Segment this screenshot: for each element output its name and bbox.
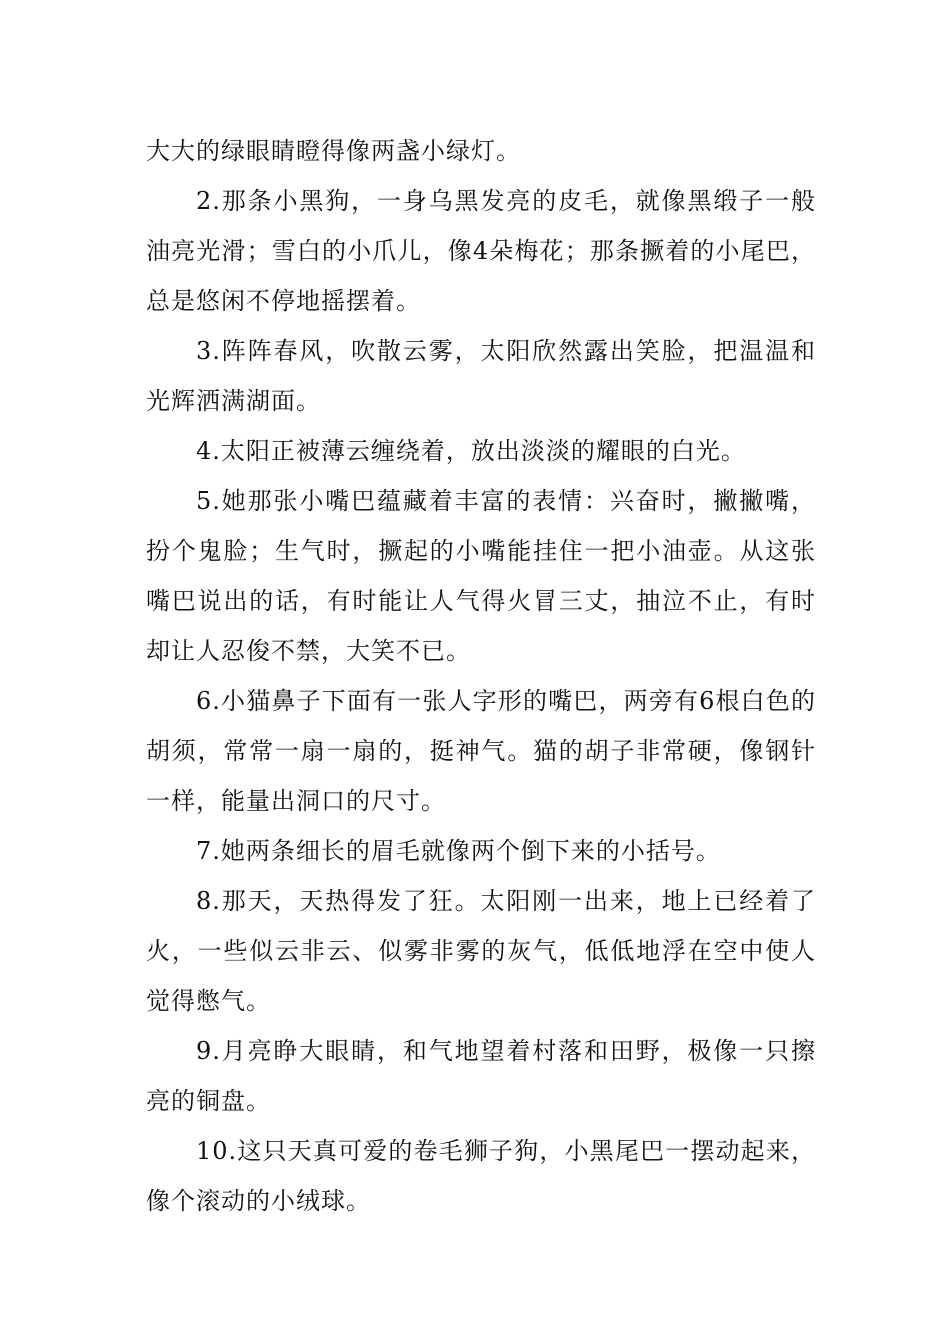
paragraph-5: 5.她那张小嘴巴蕴藏着丰富的表情：兴奋时，撇撇嘴，扮个鬼脸；生气时，撅起的小嘴能挂住一把小油壶。从这张嘴巴说出的话，有时能让人气得火冒三丈，抽泣不止，有时却让人忍俊不禁，大笑不已。 xyxy=(146,487,816,665)
paragraph-9: 9.月亮睁大眼睛，和气地望着村落和田野，极像一只擦亮的铜盘。 xyxy=(146,1037,816,1115)
paragraph-continued: 大大的绿眼睛瞪得像两盏小绿灯。 xyxy=(146,137,521,165)
paragraph-8: 8.那天，天热得发了狂。太阳刚一出来，地上已经着了火，一些似云非云、似雾非雾的灰气，低低地浮在空中使人觉得憋气。 xyxy=(146,887,816,1015)
document-body xyxy=(146,126,816,1226)
paragraph-2: 2.那条小黑狗，一身乌黑发亮的皮毛，就像黑缎子一般油亮光滑；雪白的小爪儿，像4朵梅花；那条撅着的小尾巴，总是悠闲不停地摇摆着。 xyxy=(146,187,816,315)
paragraph-10: 10.这只天真可爱的卷毛狮子狗，小黑尾巴一摆动起来，像个滚动的小绒球。 xyxy=(146,1137,816,1215)
paragraph-7: 7.她两条细长的眉毛就像两个倒下来的小括号。 xyxy=(196,837,721,865)
paragraph-4: 4.太阳正被薄云缠绕着，放出淡淡的耀眼的白光。 xyxy=(196,437,746,465)
paragraph-3: 3.阵阵春风，吹散云雾，太阳欣然露出笑脸，把温温和光辉洒满湖面。 xyxy=(146,337,816,415)
paragraph-6: 6.小猫鼻子下面有一张人字形的嘴巴，两旁有6根白色的胡须，常常一扇一扇的，挺神气。猫的胡子非常硬，像钢针一样，能量出洞口的尺寸。 xyxy=(146,687,816,815)
